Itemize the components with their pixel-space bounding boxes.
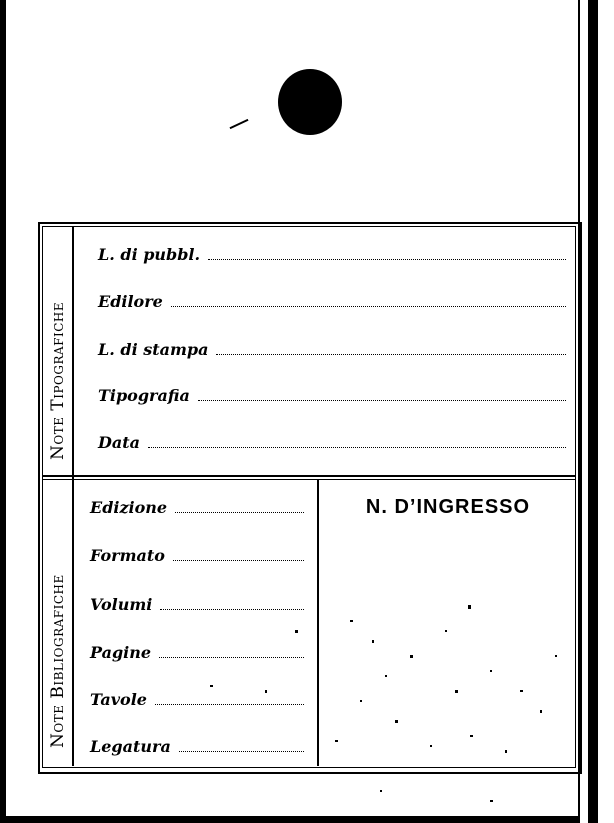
ingresso-divider	[317, 480, 319, 766]
field-luogo-stampa	[98, 340, 566, 359]
field-line	[198, 400, 566, 401]
field-label: Edizione	[90, 498, 168, 517]
field-legatura	[90, 737, 304, 756]
field-line	[179, 751, 304, 752]
field-label: Pagine	[90, 643, 152, 662]
field-line	[155, 704, 304, 705]
field-label: Tavole	[90, 690, 147, 709]
field-label: Data	[98, 433, 140, 452]
field-line	[148, 447, 566, 448]
label-column-divider	[72, 226, 74, 766]
field-label: L. di stampa	[98, 340, 209, 359]
field-pagine	[90, 643, 304, 662]
field-tipografia	[98, 386, 566, 405]
field-label: Volumi	[90, 595, 153, 614]
field-label: L. di pubbl.	[98, 245, 201, 264]
card-edge-back	[596, 0, 614, 823]
field-line	[159, 657, 304, 658]
field-line	[160, 609, 304, 610]
field-label: Legatura	[90, 737, 171, 756]
field-label: Formato	[90, 546, 165, 565]
field-line	[208, 259, 566, 260]
section-divider	[42, 475, 576, 477]
field-volumi	[90, 595, 304, 614]
field-line	[175, 512, 304, 513]
field-editore	[98, 292, 566, 311]
section-divider-thin	[42, 479, 576, 480]
field-tavole	[90, 690, 304, 709]
field-luogo-pubblicazione	[98, 245, 566, 264]
note-tipografiche-title: Note Tipografiche	[48, 301, 68, 460]
field-line	[173, 560, 304, 561]
numero-ingresso-label: N. D’INGRESSO	[365, 496, 531, 518]
field-formato	[90, 546, 304, 565]
field-line	[216, 354, 566, 355]
field-label: Edilore	[98, 292, 163, 311]
punch-hole	[278, 69, 342, 135]
field-data	[98, 433, 566, 452]
field-line	[171, 306, 566, 307]
field-label: Tipografia	[98, 386, 190, 405]
field-edizione	[90, 498, 304, 517]
note-bibliografiche-title: Note Bibliografiche	[48, 574, 68, 748]
